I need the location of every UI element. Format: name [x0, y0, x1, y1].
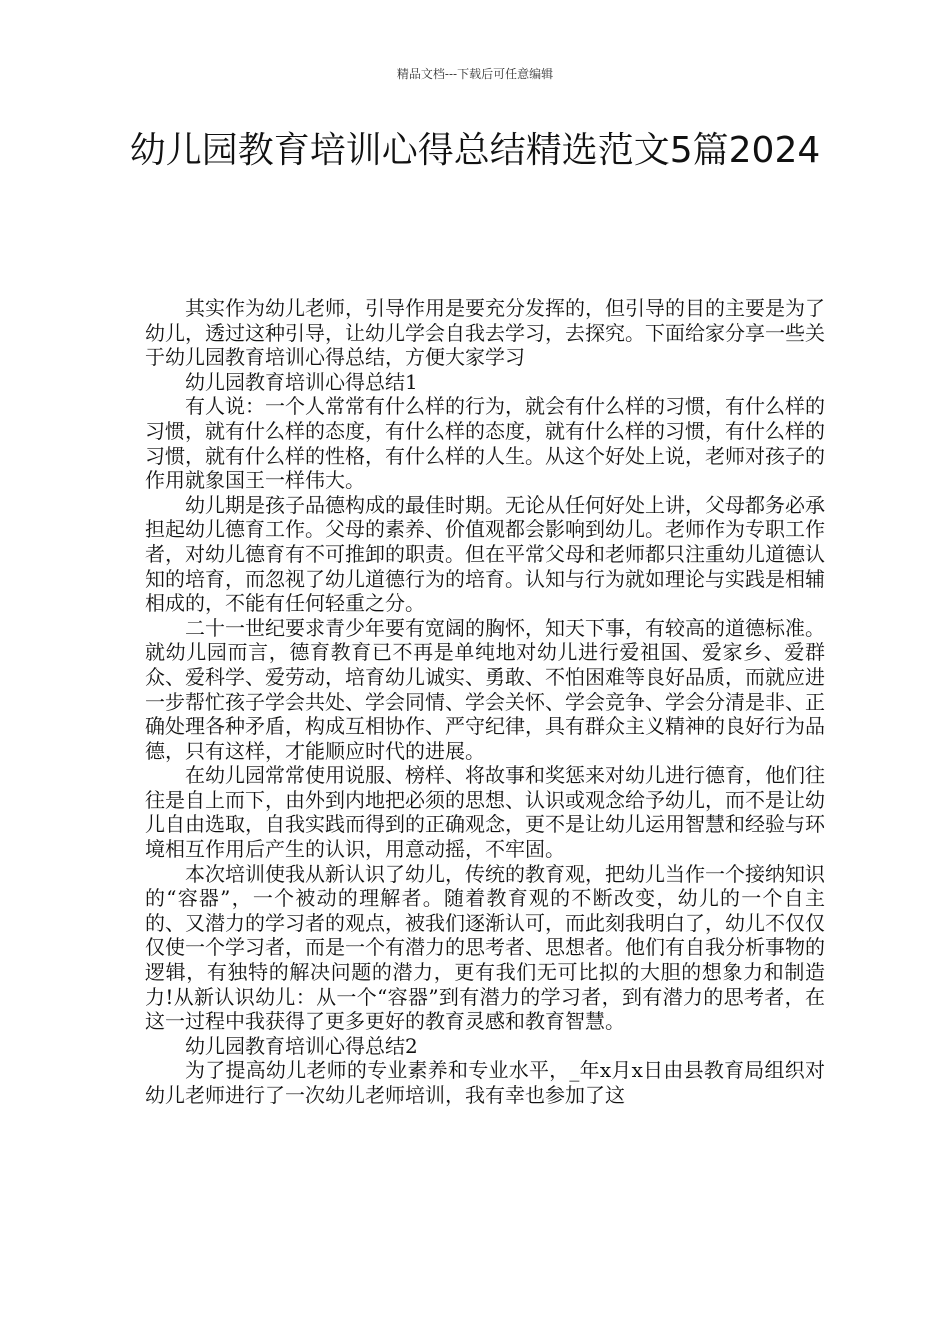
body-paragraph: 本次培训使我从新认识了幼儿，传统的教育观，把幼儿当作一个接纳知识的“容器”，一个被动的理解者。随着教育观的不断改变，幼儿的一个自主的、又潜力的学习者的观点，被我们逐渐认可，而此刻我明白了，幼儿不仅仅仅使一个学习者，而是一个有潜力的思考者、思想者。他们有自我分析事物的逻辑，有独特的解决问题的潜力，更有我们无可比拟的大胆的想象力和制造力!从新认识幼儿：从一个“容器”到有潜力的学习者，到有潜力的思考者，在这一过程中我获得了更多更好的教育灵感和教育智慧。	[145, 861, 825, 1034]
body-paragraph: 为了提高幼儿老师的专业素养和专业水平，_年x月x日由县教育局组织对幼儿老师进行了一次幼儿老师培训，我有幸也参加了这	[145, 1058, 825, 1107]
section-heading-2: 幼儿园教育培训心得总结2	[185, 1033, 418, 1058]
intro-paragraph: 其实作为幼儿老师，引导作用是要充分发挥的，但引导的目的主要是为了幼儿，透过这种引导，让幼儿学会自我去学习，去探究。下面给家分享一些关于幼儿园教育培训心得总结，方便大家学习	[145, 296, 825, 370]
body-paragraph: 幼儿期是孩子品德构成的最佳时期。无论从任何好处上讲，父母都务必承担起幼儿德育工作。父母的素养、价值观都会影响到幼儿。老师作为专职工作者，对幼儿德育有不可推卸的职责。但在平常父母和老师都只注重幼儿道德认知的培育，而忽视了幼儿道德行为的培育。认知与行为就如理论与实践是相辅相成的，不能有任何轻重之分。	[145, 492, 825, 616]
body-paragraph: 二十一世纪要求青少年要有宽阔的胸怀，知天下事，有较高的道德标准。就幼儿园而言，德育教育已不再是单纯地对幼儿进行爱祖国、爱家乡、爱群众、爱科学、爱劳动，培育幼儿诚实、勇敢、不怕困难等良好品质，而就应进一步帮忙孩子学会共处、学会同情、学会关怀、学会竞争、学会分清是非、正确处理各种矛盾，构成互相协作、严守纪律，具有群众主义精神的良好行为品德，只有这样，才能顺应时代的进展。	[145, 615, 825, 763]
header-note: 精品文档---下载后可任意编辑	[396, 67, 554, 81]
document-title: 幼儿园教育培训心得总结精选范文5篇2024	[129, 130, 821, 171]
section-heading-1: 幼儿园教育培训心得总结1	[185, 369, 418, 394]
body-paragraph: 有人说：一个人常常有什么样的行为，就会有什么样的习惯，有什么样的习惯，就有什么样的态度，有什么样的态度，就有什么样的习惯，有什么样的习惯，就有什么样的性格，有什么样的人生。从这个好处上说，老师对孩子的作用就象国王一样伟大。	[145, 394, 825, 493]
body-paragraph: 在幼儿园常常使用说服、榜样、将故事和奖惩来对幼儿进行德育，他们往往是自上而下，由外到内地把必须的思想、认识或观念给予幼儿，而不是让幼儿自由选取，自我实践而得到的正确观念，更不是让幼儿运用智慧和经验与环境相互作用后产生的认识，用意动摇，不牢固。	[145, 763, 825, 862]
document-body	[145, 296, 825, 1108]
